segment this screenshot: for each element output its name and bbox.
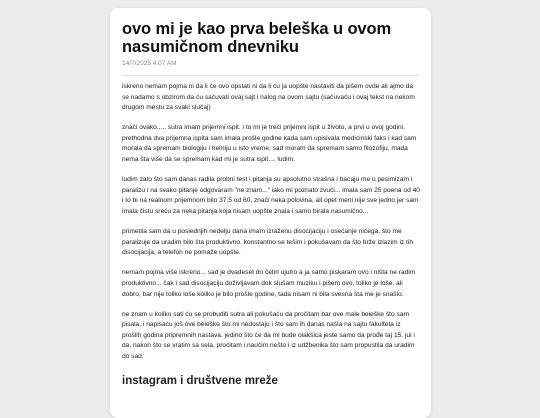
entry-paragraph: primetila sam da u poslednjih nedelju dana imam izraženu disocijaciju i osećanje ničega, što me paralizuje da uradim bilo šta produktivno. konstantno se tešim i pokušavam da što brže izlazim iz tih disocijacija, a telefon ne pomaže uopšte.	[122, 228, 413, 257]
section-heading: instagram i društvene mreže	[122, 374, 278, 387]
entry-body	[122, 82, 420, 388]
entry-date: 14/7/2025 4:07 AM	[122, 60, 177, 67]
entry-paragraph: znači ovako..... sutra imam prijemni ispit. i to mi je treći prijemni ispit u životu, a prvi u ovoj godini. prethodna dva prijemna ispita sam imala prošle godine kada sam upisivala medicinski faks i kad sam morala da spremam biologiju i hemiju u isto vreme. sad moram da spremam samo filozofiju, mada nema šta više da se spremam kad mi je sutra ispit.... ludim.	[122, 124, 417, 164]
title-divider	[122, 75, 420, 76]
entry-paragraph: ne znam u koliko sati ću se probuditi sutra ali pokušaću da pročitam bar ove male beleške što sam pisala, i napisaću još ove beleške što mi nedostaju i što sam ih danas našla na sajtu fakulteta iz prošlih godina pripremnih nastava. jedino što će da mi bude olakšica jeste samo da prođe taj 15. jul i da, nakon što se vratim sa sela, pročitam i naučim nešto i iz udžbenika što sam propustila da uradim do sad.	[122, 310, 415, 360]
entry-title: ovo mi je kao prva beleška u ovom nasumičnom dnevniku	[122, 20, 392, 56]
entry-paragraph: ludim zato što sam danas radila probni test i pitanja su apsolutno strašna i bacaju me u pesimizam i paralizu i na svako pitanje odgovaram "ne znam..." iako mi poznato zvuči... imala sam 25 poena od 40 i to bi na realnom prijemnom bilo 37,5 od 60, znači neka polovina, ali opet meni nije sve jedno jer sam imala čistu sreću za neka pitanja koja nisam uopšte znala i samo birala nasumično...	[122, 176, 420, 215]
entry-paragraph: nemam pojma više iskreno... sad je dvadeset do četiri ujutro a ja samo piskaram ovo i ništa ne radim produktivno... čak i sad disocijaciju doživljavam dok slušam muziku i pišem ovo, toliko je loše. ali dobro, bar nije toliko loše koliko je bilo prošle godine, tada nisam ni bila svesna šta me je snašlo.	[122, 269, 416, 298]
entry-paragraph: iskreno nemam pojma ni da li će ovo opstati ni da li ću ja uopšte nastaviti da pišem ovde ali ajmo da se nadamo s obzirom da ću sačuvati ovaj sajt i nalog na ovom sajtu (sačuvaću i ovaj tekst na nekom drugom mestu za svaki slučaj)	[122, 83, 415, 112]
journal-entry-card	[110, 8, 431, 418]
